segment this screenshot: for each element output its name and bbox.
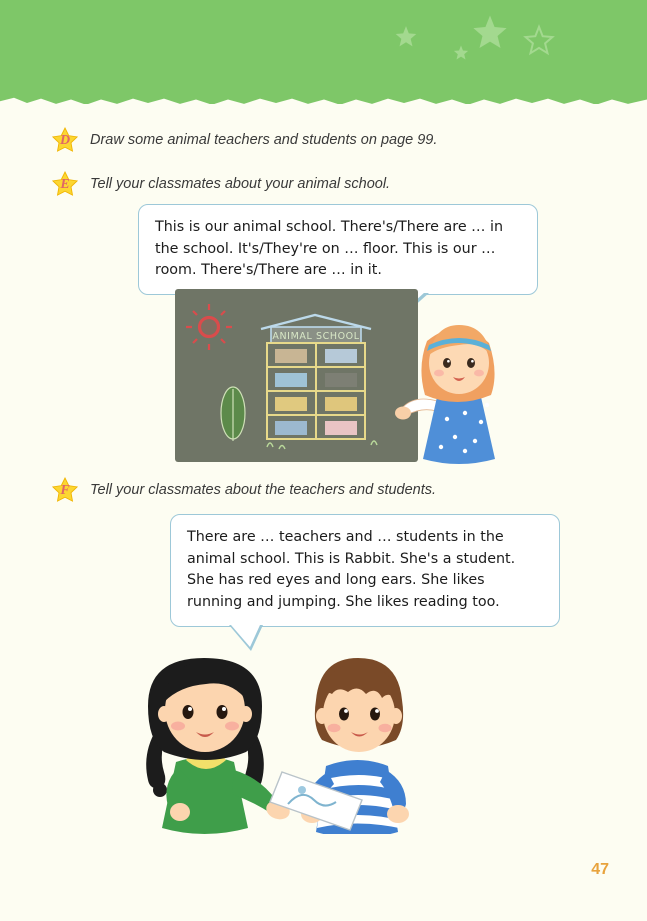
star-badge-f <box>50 476 80 506</box>
activity-instruction-e: Tell your classmates about your animal school. <box>90 176 391 192</box>
speech-bubble-teachers-students <box>170 514 560 627</box>
speech-bubble-animal-school <box>138 204 538 295</box>
children-illustration <box>130 644 510 834</box>
page-number: 47 <box>591 861 609 878</box>
activity-row-e <box>50 170 590 200</box>
star-icon <box>469 12 511 54</box>
blackboard-sign-label: ANIMAL SCHOOL <box>272 331 360 342</box>
star-badge-d <box>50 126 80 156</box>
star-icon <box>452 44 470 62</box>
boy-with-picture <box>270 658 409 834</box>
torn-edge <box>0 96 647 104</box>
activity-letter-e: E <box>60 177 70 192</box>
girl-with-braids <box>146 658 292 834</box>
star-outline-icon <box>522 24 556 58</box>
star-icon <box>393 24 419 50</box>
blackboard-illustration <box>175 289 550 469</box>
page-body <box>0 104 647 921</box>
star-badge-e <box>50 170 80 200</box>
activity-instruction-d: Draw some animal teachers and students on page 99. <box>90 132 438 148</box>
speech-bubble-animal-school-text: This is our animal school. There's/There are … in the school. It's/They're on … floor. This is our … room. There's/There are … in it. <box>155 219 504 279</box>
activity-row-d <box>50 126 590 156</box>
activity-instruction-f: Tell your classmates about the teachers and students. <box>90 482 437 498</box>
activity-letter-d: D <box>59 133 71 148</box>
activity-row-f <box>50 476 610 506</box>
tree-icon <box>221 387 245 441</box>
activity-letter-f: F <box>60 483 70 498</box>
illustration-blackboard-scene <box>175 289 550 469</box>
illustration-two-children <box>130 644 510 834</box>
speech-bubble-teachers-students-text: There are … teachers and … students in the animal school. This is Rabbit. She's a student. She has red eyes and long ears. She likes running and jumping. She likes reading too. <box>187 529 516 611</box>
top-green-band <box>0 0 647 104</box>
